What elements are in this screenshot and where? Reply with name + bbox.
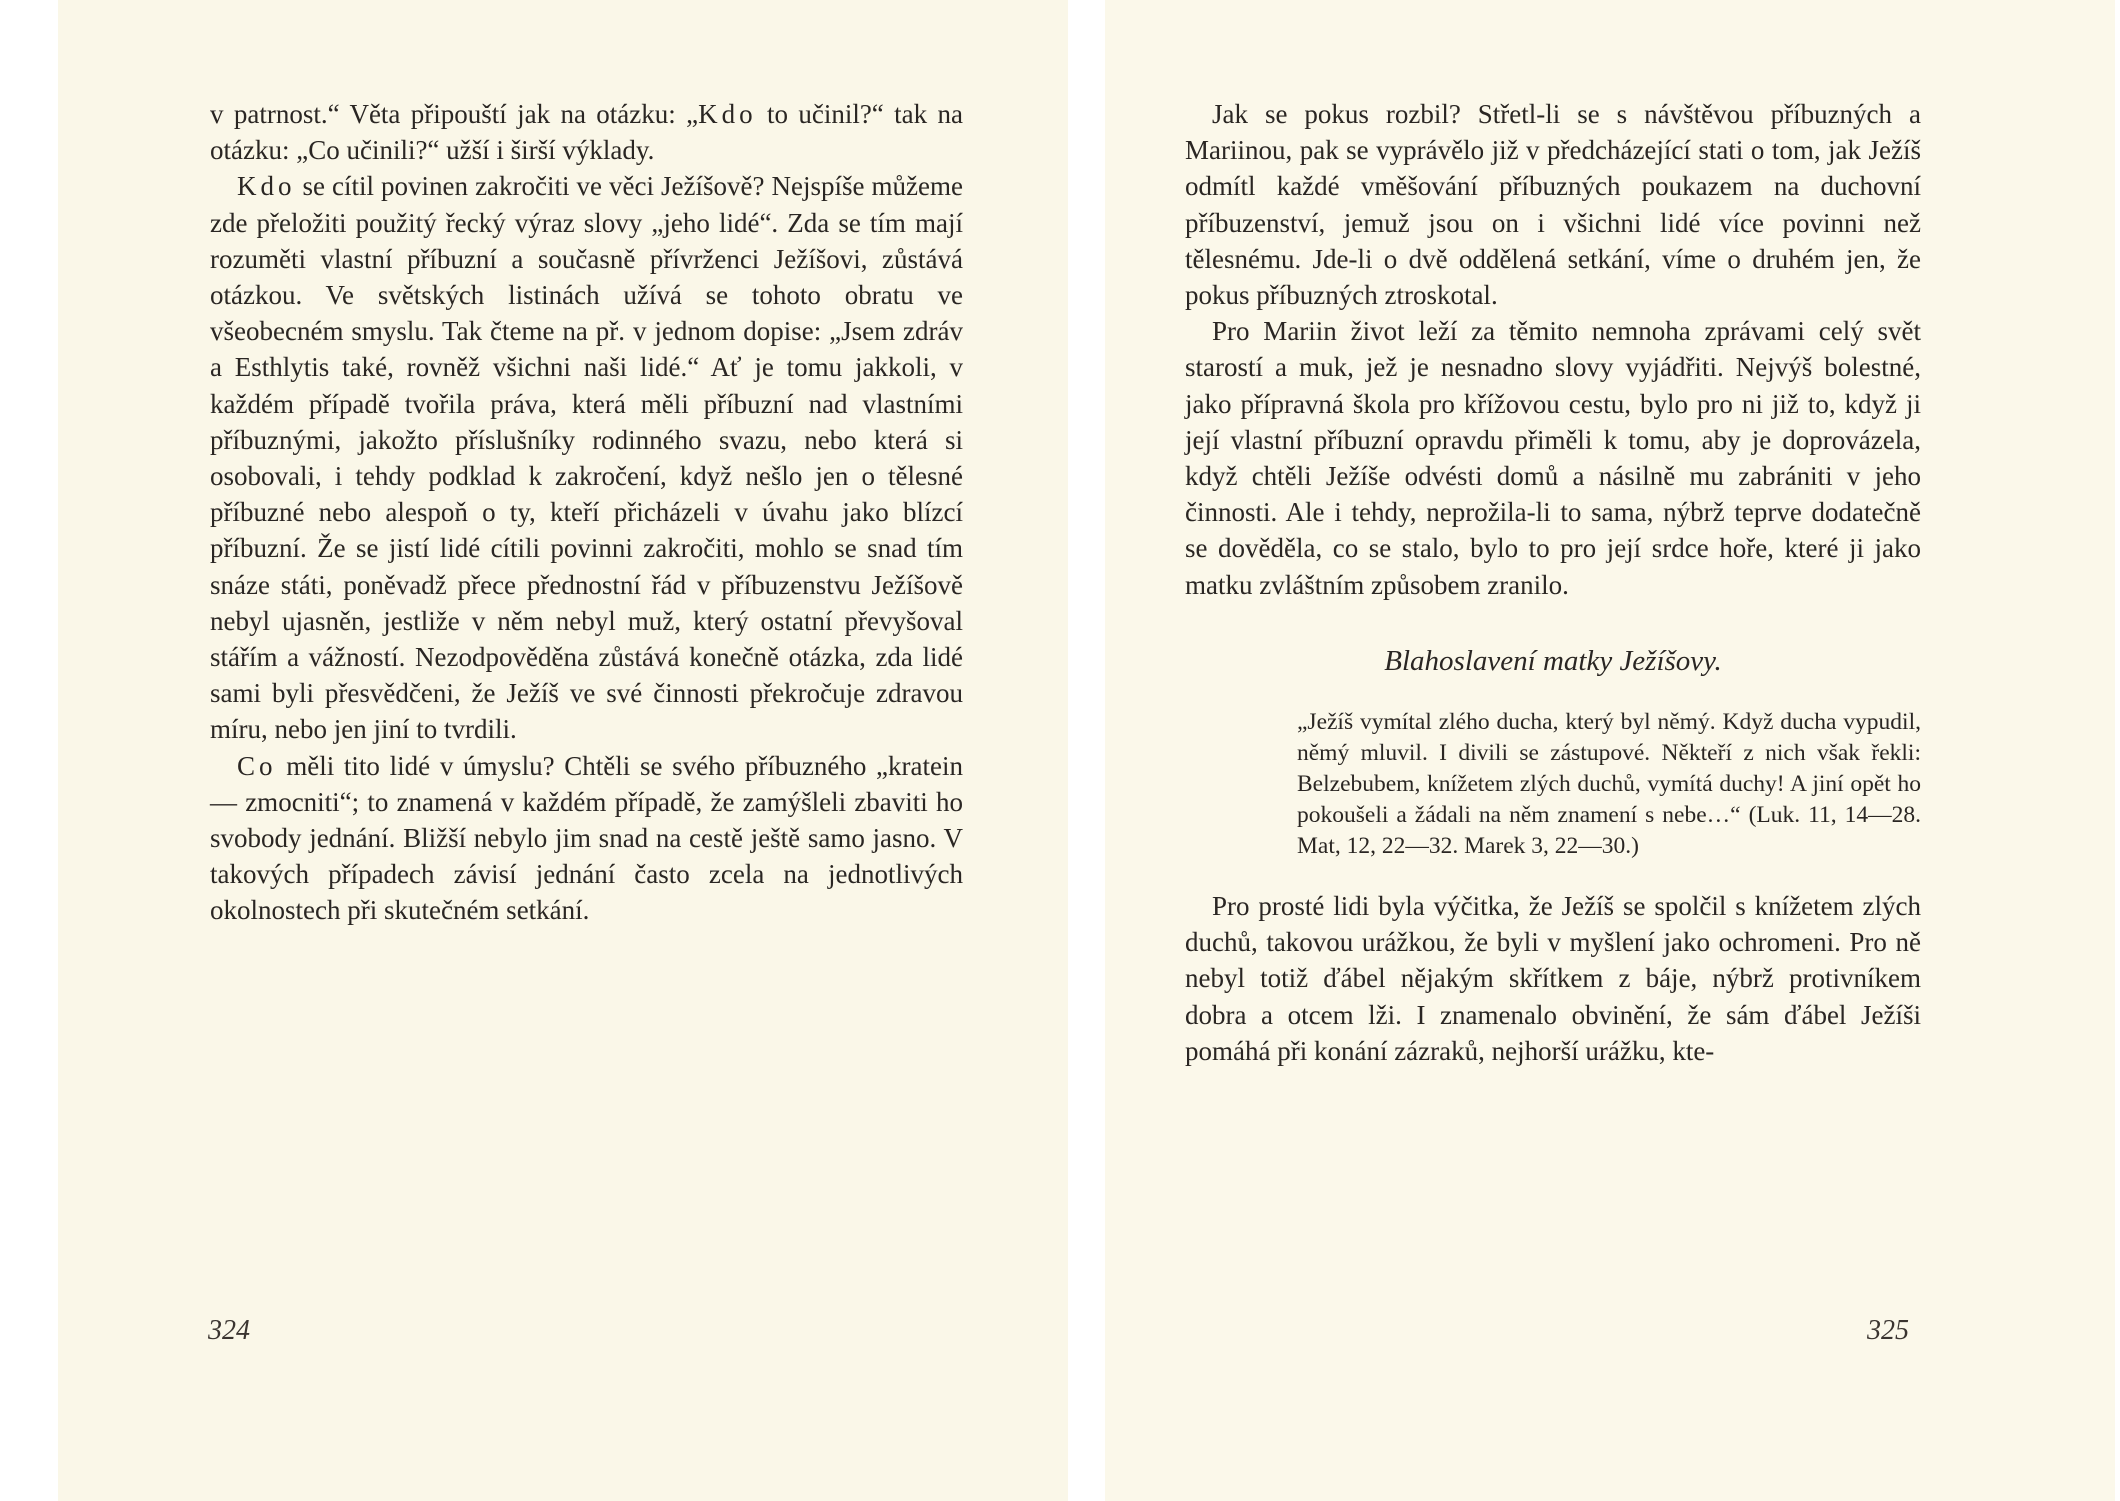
paragraph (210, 748, 963, 929)
paragraph: Pro Mariin život leží za těmito nemnoha zprávami celý svět starostí a muk, jež je nesnadno slovy vyjádřiti. Nejvýš bolestné, jako přípravná škola pro křížovou cestu, bylo pro ni již to, když ji její vlastní příbuzní opravdu přiměli k tomu, aby je doprovázela, když chtěli Ježíše odvésti domů a násilně mu zabrániti v jeho činnosti. Ale i tehdy, neprožila-li to sama, nýbrž teprve dodatečně se dověděla, co se stalo, bylo to pro její srdce hoře, které ji jako matku zvláštním způsobem zranilo. (1185, 316, 1921, 600)
right-page-text (1185, 96, 1921, 1069)
paragraph (210, 96, 963, 168)
left-page-text (210, 96, 963, 929)
page-number-left: 324 (208, 1315, 250, 1346)
paragraph-text: v patrnost.“ Věta připouští jak na otázku: „ (210, 99, 699, 129)
left-page (58, 0, 1068, 1501)
paragraph: Pro prosté lidi byla výčitka, že Ježíš se spolčil s knížetem zlých duchů, takovou urážkou, že byli v myšlení jako ochromeni. Pro ně nebyl totiž ďábel nějakým skřítkem z báje, nýbrž protivníkem dobra a otcem lži. I znamenalo obvinění, že sám ďábel Ježíši pomáhá při konání zázraků, nejhorší urážku, kte- (1185, 891, 1921, 1066)
right-bottom-paragraphs (1185, 888, 1921, 1069)
emphasized-word: Co (237, 750, 277, 781)
right-page (1105, 0, 2115, 1501)
paragraph-text: to učinil?“ tak na otázku: „Co učinili?“ užší i širší výklady. (210, 99, 963, 166)
emphasized-word: Kdo (698, 99, 757, 129)
section-heading: Blahoslavení matky Ježíšovy. (1384, 644, 1722, 677)
paragraph: Jak se pokus rozbil? Střetl-li se s návštěvou příbuzných a Mariinou, pak se vyprávělo již v předcházející stati o tom, jak Ježíš odmítl každé vměšování příbuzných poukazem na duchovní příbuzenství, jemuž jsou on i všichni lidé více povinni než tělesnému. Jde-li o dvě oddělená setkání, víme o druhém jen, že pokus příbuzných ztroskotal. (1185, 99, 1921, 311)
emphasized-word: Kdo (237, 171, 296, 202)
paragraph-text: měli tito lidé v úmyslu? Chtěli se svého příbuzného „kratein — zmocniti“; to znamená v každém případě, že zamýšleli zbaviti ho svobody jednání. Bližší nebylo jim snad na cestě ještě samo jasno. V takových případech závisí jednání často zcela na jednotlivých okolnostech při skutečném setkání. (210, 750, 963, 926)
right-top-paragraphs (1185, 96, 1921, 603)
paragraph-text: se cítil povinen zakročiti ve věci Ježíšově? Nejspíše můžeme zde přeložiti použitý řecký výraz slovy „jeho lidé“. Zda se tím mají rozuměti vlastní příbuzní a současně přívrženci Ježíšovi, zůstává otázkou. Ve světských listinách užívá se tohoto obratu ve všeobecném smyslu. Tak čteme na př. v jednom dopise: „Jsem zdráv a Esthlytis také, rovněž všichni naši lidé.“ Ať je tomu jakkoli, v každém případě tvořila práva, která měli příbuzní nad vlastními příbuznými, jakožto příslušníky rodinného svazu, nebo která si osobovali, i tehdy podklad k zakročení, když nešlo jen o tělesné příbuzné nebo alespoň o ty, kteří přicházeli v úvahu jako blízcí příbuzní. Že se jistí lidé cítili povinni zakročiti, mohlo se snad tím snáze státi, poněvadž přece přednostní řád v příbuzenstvu Ježíšově nebyl ujasněn, jestliže v něm nebyl muž, který ostatní převyšoval stářím a vážností. Nezodpověděna zůstává konečně otázka, zda lidé sami byli přesvědčeni, že Ježíš ve své činnosti překročuje zdravou míru, nebo jen jiní to tvrdili. (210, 171, 963, 745)
page-number-right: 325 (1867, 1315, 1909, 1346)
paragraph (210, 168, 963, 747)
scripture-quote: „Ježíš vymítal zlého ducha, který byl němý. Když ducha vypudil, němý mluvil. I divili se zástupové. Někteří z nich však řekli: Belzebubem, knížetem zlých duchů, vymítá duchy! A jiní opět ho pokoušeli a žádali na něm znamení s nebe…“ (Luk. 11, 14—28. Mat, 12, 22—32. Marek 3, 22—30.) (1297, 709, 1921, 860)
